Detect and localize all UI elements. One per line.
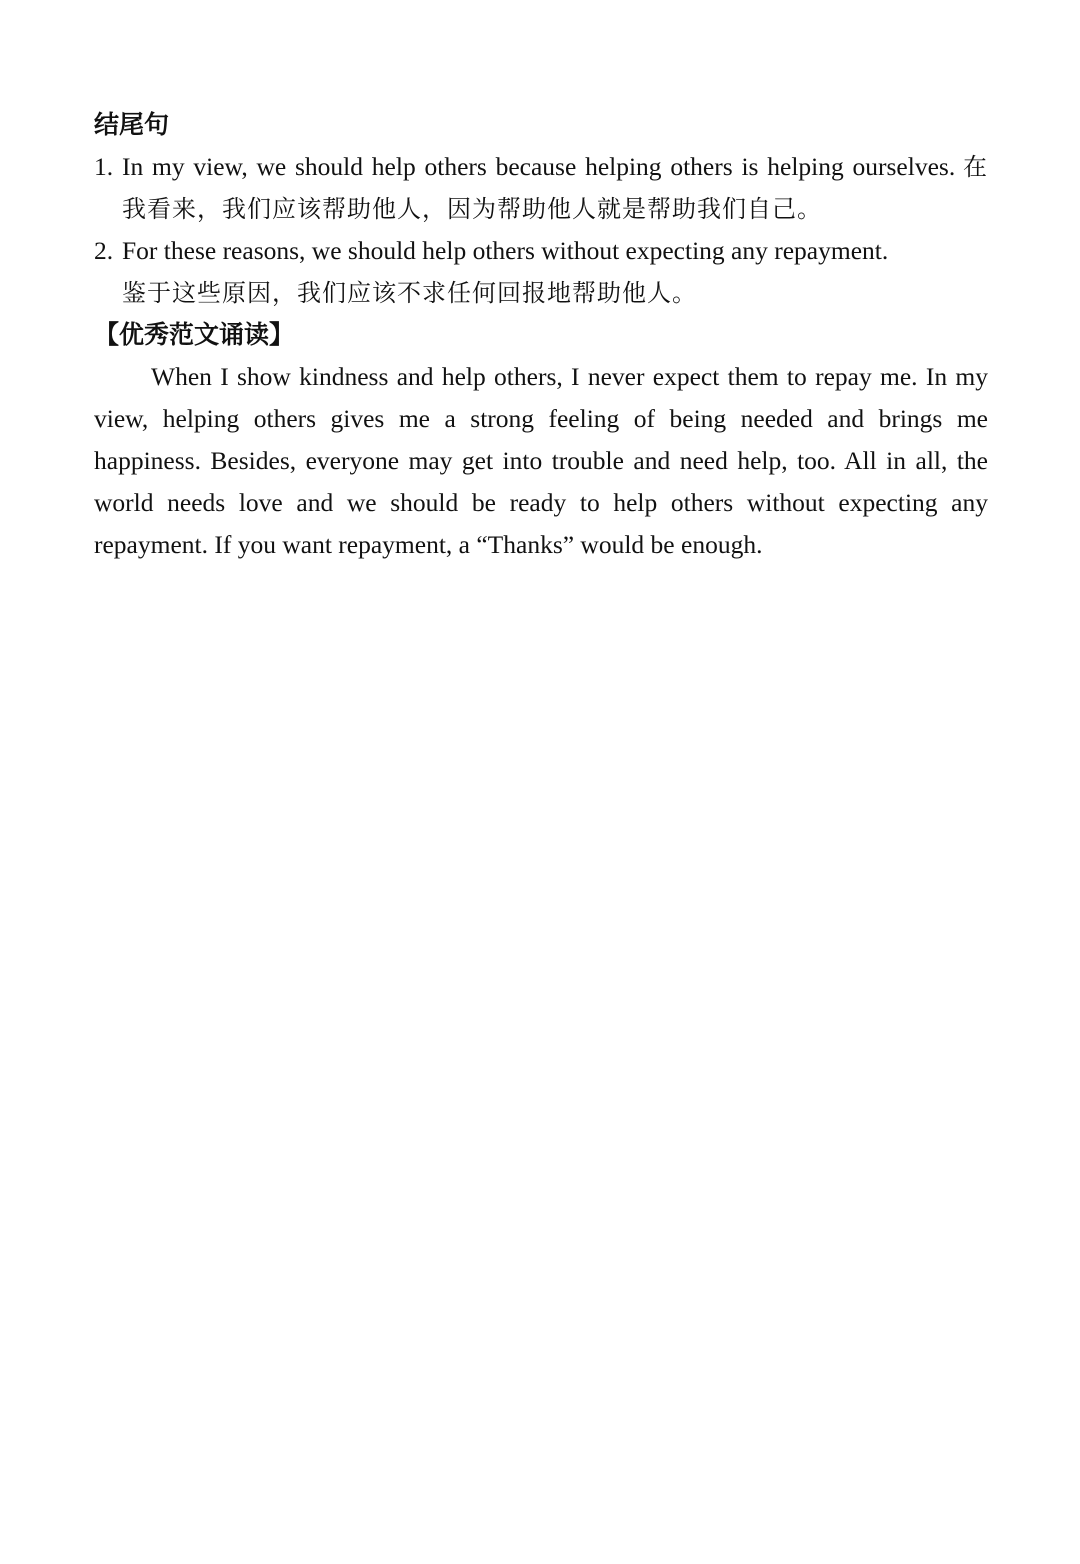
item-number: 1.	[94, 152, 114, 181]
chinese-translation: 鉴于这些原因，我们应该不求任何回报地帮助他人。	[122, 279, 697, 307]
closing-sentence-item-1	[94, 146, 988, 230]
model-essay-paragraph: When I show kindness and help others, I never expect them to repay me. In my view, helping others gives me a strong feeling of being needed and brings me happiness. Besides, everyone may get into trouble and need help, too. All in all, the world needs love and we should be ready to help others without expecting any repayment. If you want repayment, a “Thanks” would be enough.	[94, 362, 988, 559]
english-sentence: For these reasons, we should help others without expecting any repayment.	[122, 236, 889, 265]
english-sentence: In my view, we should help others because helping others is helping ourselves.	[122, 152, 956, 181]
document-page	[94, 104, 988, 566]
closing-sentence-item-2	[94, 230, 988, 314]
chinese-translation: 在我看来，我们应该帮助他人，因为帮助他人就是帮助我们自己。	[122, 153, 989, 223]
item-text	[122, 146, 988, 230]
closing-sentences-heading: 结尾句	[94, 110, 170, 139]
model-essay-heading: 【优秀范文诵读】	[94, 320, 295, 349]
item-number: 2.	[94, 236, 114, 265]
